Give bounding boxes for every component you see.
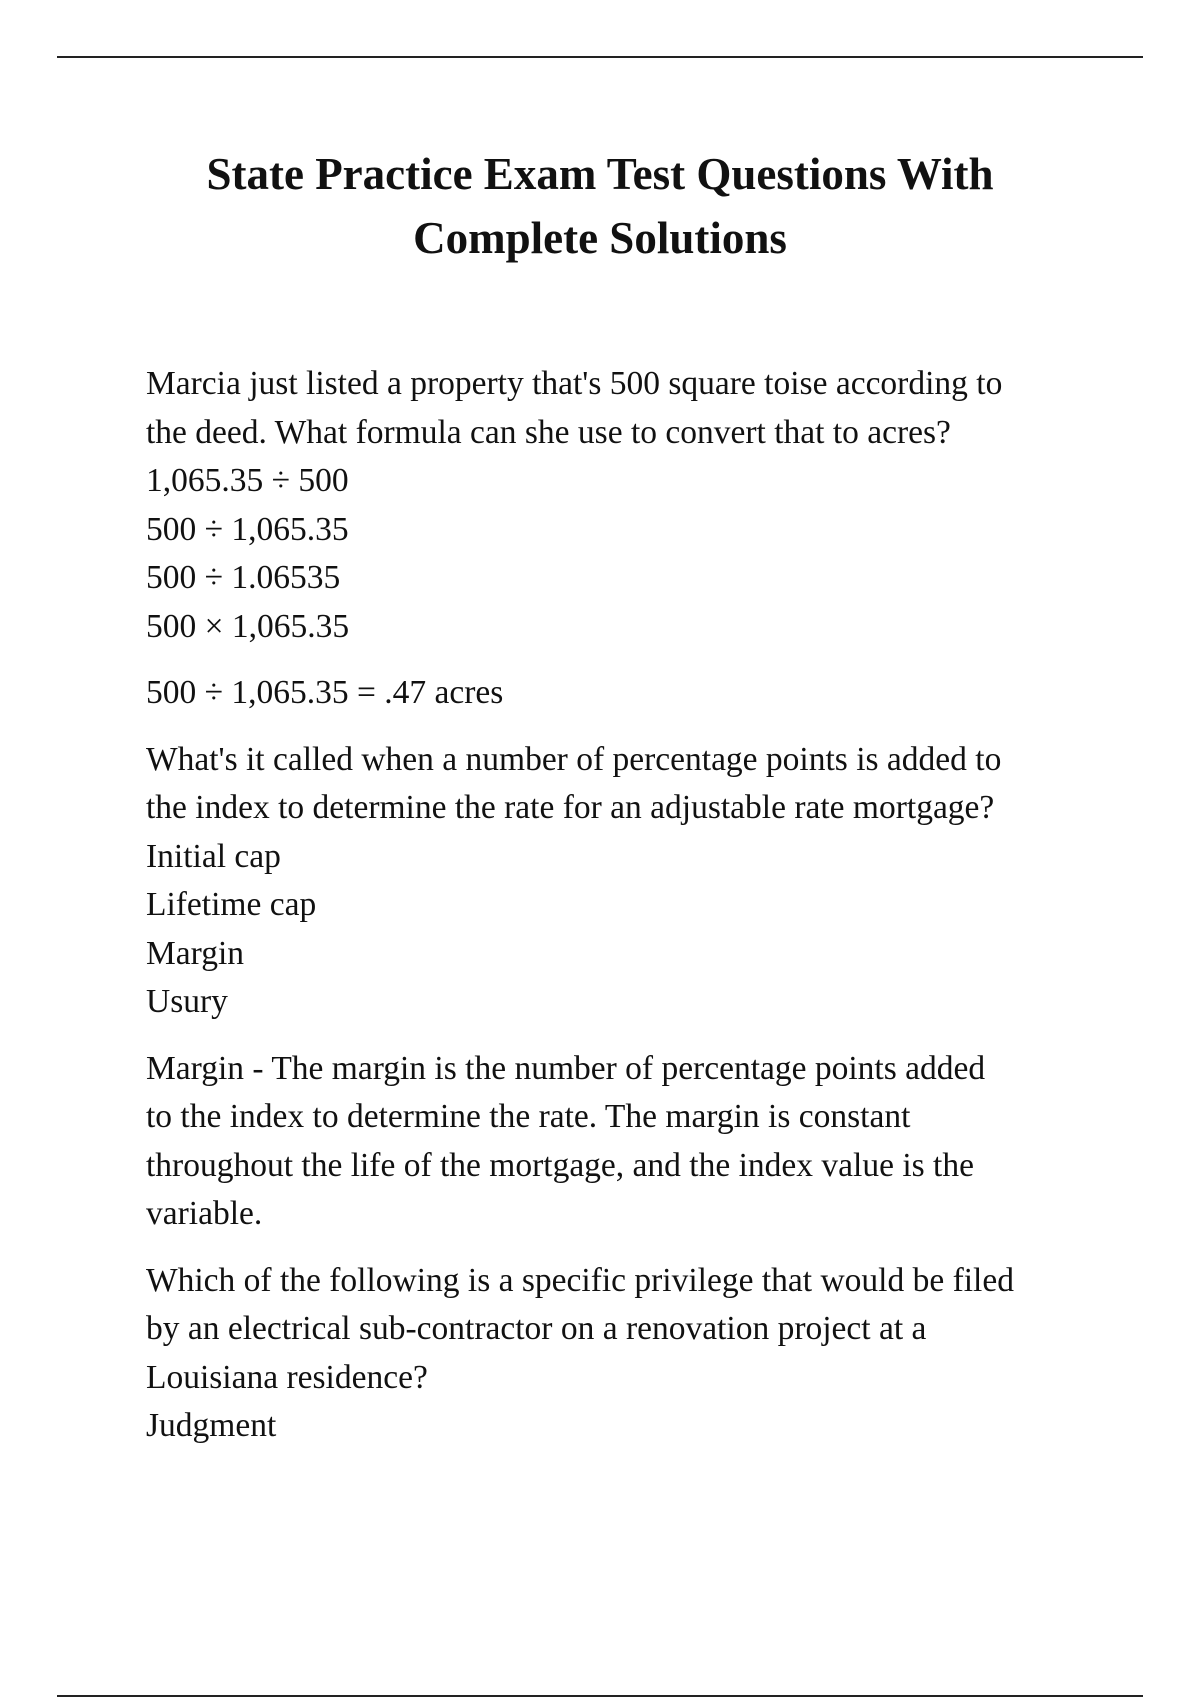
bottom-divider <box>57 1695 1143 1697</box>
answer-option: Usury <box>146 983 228 1020</box>
title-line: Complete Solutions <box>413 213 787 263</box>
solution-text-line: throughout the life of the mortgage, and the index value is the <box>146 1146 974 1184</box>
solution-text-line: 500 ÷ 1,065.35 = .47 acres <box>146 674 504 711</box>
top-divider <box>57 56 1143 58</box>
question-3-block <box>146 1257 1096 1451</box>
answer-option: 500 × 1,065.35 <box>146 607 350 645</box>
question-text-line: by an electrical sub-contractor on a renovation project at a <box>146 1310 927 1347</box>
answer-option: Lifetime cap <box>146 886 317 923</box>
document-title <box>100 142 1100 270</box>
answer-option: 500 ÷ 1,065.35 <box>146 510 349 548</box>
answer-option: Initial cap <box>146 837 281 875</box>
question-text-line: the index to determine the rate for an adjustable rate mortgage? <box>146 789 995 826</box>
solution-text-line: Margin - The margin is the number of percentage points added <box>146 1049 986 1087</box>
question-text-line: Which of the following is a specific privilege that would be filed <box>146 1261 1014 1299</box>
answer-option: 1,065.35 ÷ 500 <box>146 462 349 499</box>
answer-option: 500 ÷ 1.06535 <box>146 559 341 596</box>
question-2-solution <box>146 1045 1096 1239</box>
solution-text-line: variable. <box>146 1195 263 1232</box>
title-line: State Practice Exam Test Questions With <box>206 149 994 199</box>
solution-text-line: to the index to determine the rate. The margin is constant <box>146 1098 911 1135</box>
answer-option: Margin <box>146 934 245 972</box>
question-text-line: the deed. What formula can she use to convert that to acres? <box>146 413 951 451</box>
question-text-line: Marcia just listed a property that's 500 square toise according to <box>146 365 1003 402</box>
question-text-line: Louisiana residence? <box>146 1358 428 1396</box>
question-text-line: What's it called when a number of percentage points is added to <box>146 740 1002 778</box>
question-2-block <box>146 736 1096 1027</box>
answer-option: Judgment <box>146 1407 277 1444</box>
document-body <box>146 360 1096 1469</box>
question-1-solution <box>146 669 1096 718</box>
question-1-block <box>146 360 1096 651</box>
